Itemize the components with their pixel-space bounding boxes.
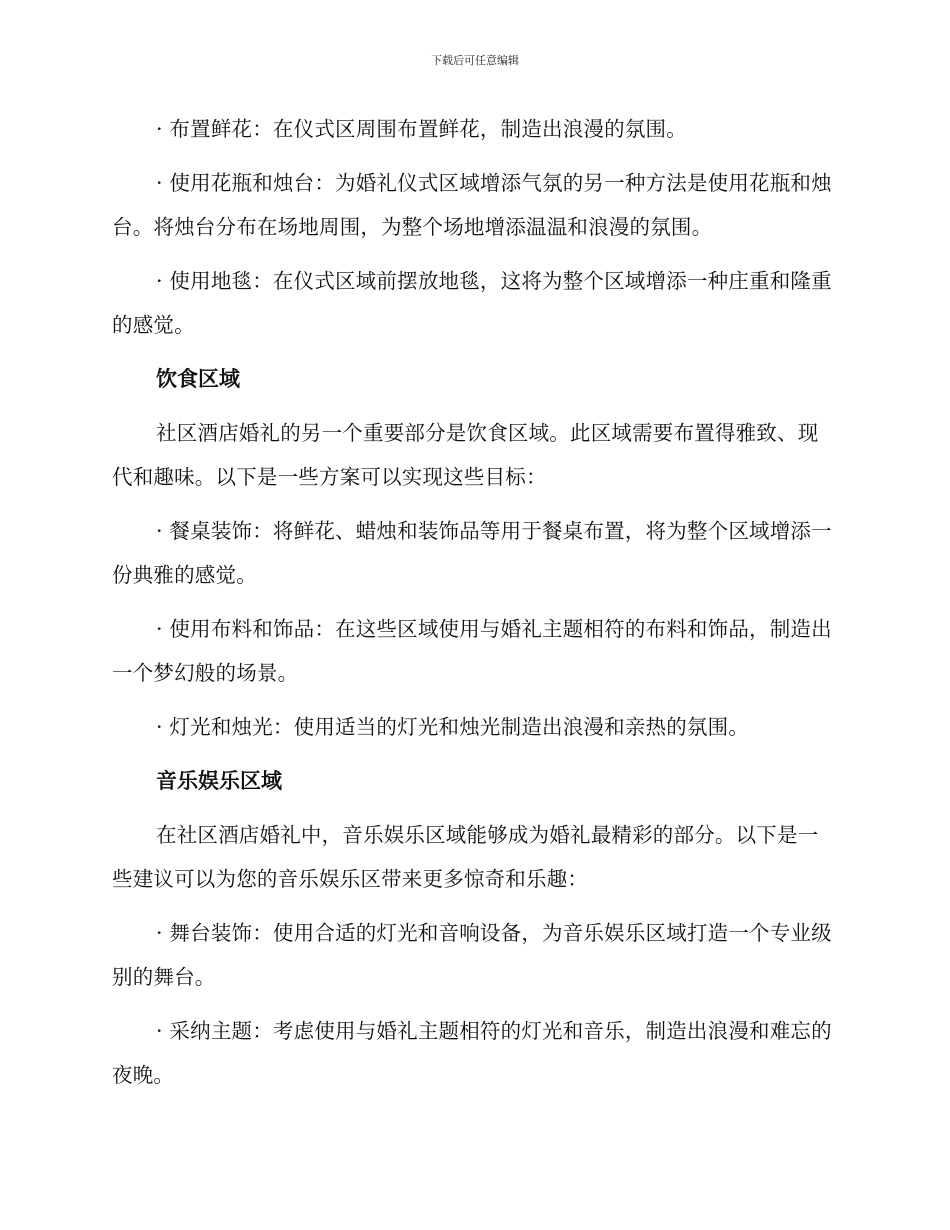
dining-intro-paragraph: 社区酒店婚礼的另一个重要部分是饮食区域。此区域需要布置得雅致、现代和趣味。以下是一些方案可以实现这些目标：	[112, 421, 819, 489]
page-header: 下载后可任意编辑	[431, 54, 519, 67]
bullet-adopt-theme: · 采纳主题：考虑使用与婚礼主题相符的灯光和音乐，制造出浪漫和难忘的夜晚。	[112, 1019, 832, 1087]
document-body	[112, 107, 832, 1107]
bullet-lighting-candlelight: · 灯光和烛光：使用适当的灯光和烛光制造出浪漫和亲热的氛围。	[156, 715, 750, 739]
section-heading-dining: 饮食区域	[156, 367, 240, 391]
bullet-stage-decoration: · 舞台装饰：使用合适的灯光和音响设备，为音乐娱乐区域打造一个专业级别的舞台。	[112, 921, 832, 989]
bullet-carpet: · 使用地毯：在仪式区域前摆放地毯，这将为整个区域增添一种庄重和隆重的感觉。	[112, 269, 832, 337]
bullet-vases-candles: · 使用花瓶和烛台：为婚礼仪式区域增添气氛的另一种方法是使用花瓶和烛台。将烛台分布在场地周围，为整个场地增添温温和浪漫的氛围。	[112, 171, 832, 239]
bullet-fresh-flowers: · 布置鲜花：在仪式区周围布置鲜花，制造出浪漫的氛围。	[156, 117, 687, 141]
bullet-table-decoration: · 餐桌装饰：将鲜花、蜡烛和装饰品等用于餐桌布置，将为整个区域增添一份典雅的感觉。	[112, 519, 832, 587]
bullet-fabric-ornaments: · 使用布料和饰品：在这些区域使用与婚礼主题相符的布料和饰品，制造出一个梦幻般的场景。	[112, 617, 832, 685]
section-heading-music: 音乐娱乐区域	[156, 769, 282, 793]
music-intro-paragraph: 在社区酒店婚礼中，音乐娱乐区域能够成为婚礼最精彩的部分。以下是一些建议可以为您的音乐娱乐区带来更多惊奇和乐趣：	[112, 823, 819, 891]
